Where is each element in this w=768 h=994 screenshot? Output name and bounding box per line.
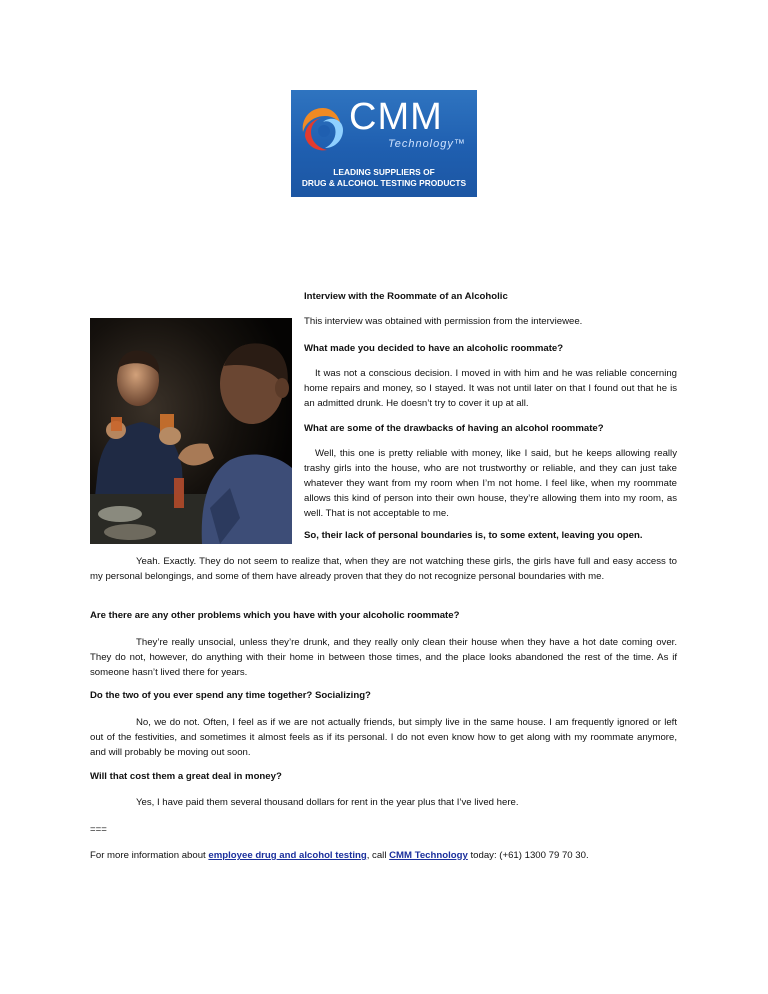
swirl-logo-icon: [297, 102, 349, 154]
answer-3: Yeah. Exactly. They do not seem to realize that, when they are not watching these girls, the girls have full and easy access to my personal belongings, and some of them have already proven that they do not recognize personal boundaries with me.: [90, 556, 677, 582]
answer-4: They’re really unsocial, unless they’re drunk, and they really only clean their house when they have a hot date coming over. They do not, however, do anything with their home in between those times, and the place looks abandoned the rest of the time. As if someone hasn’t lived there for years.: [90, 637, 677, 678]
footer-text-pre: For more information about: [90, 850, 209, 861]
logo-tagline-2: DRUG & ALCOHOL TESTING PRODUCTS: [301, 178, 467, 188]
question-5: Do the two of you ever spend any time together? Socializing?: [90, 690, 371, 701]
answer-6: Yes, I have paid them several thousand dollars for rent in the year plus that I’ve lived here.: [136, 797, 519, 808]
question-1: What made you decided to have an alcoholic roommate?: [304, 343, 564, 354]
link-cmm-technology[interactable]: CMM Technology: [389, 850, 468, 861]
company-logo: [291, 90, 477, 197]
link-employee-drug-testing[interactable]: employee drug and alcohol testing: [208, 850, 367, 861]
separator: ===: [90, 824, 107, 835]
article-title: Interview with the Roommate of an Alcoholic: [304, 291, 508, 302]
question-3: So, their lack of personal boundaries is, to some extent, leaving you open.: [304, 530, 643, 541]
article-photo: [90, 318, 292, 544]
footer-text-mid: , call: [366, 850, 390, 861]
logo-brand: CMM: [349, 96, 443, 138]
question-4: Are there are any other problems which you have with your alcoholic roommate?: [90, 610, 460, 621]
photo-illustration: [90, 318, 292, 544]
question-6: Will that cost them a great deal in money?: [90, 771, 282, 782]
logo-subtitle: Technology™: [388, 138, 466, 150]
logo-tagline-1: LEADING SUPPLIERS OF: [333, 167, 435, 177]
question-2: What are some of the drawbacks of having an alcohol roommate?: [304, 423, 604, 434]
answer-1: It was not a conscious decision. I moved in with him and he was reliable concerning home repairs and money, so I stayed. It was not until later on that I found out that he is an admitted drunk. He doesn’t try to cover it up at all.: [304, 368, 677, 409]
answer-5: No, we do not. Often, I feel as if we are not actually friends, but simply live in the same house. I am frequently ignored or left out of the festivities, and sometimes it almost feels as if its personal. I do not even know how to get along with my roommate anymore, and will probably be moving out soon.: [90, 717, 677, 758]
footer-line: [90, 848, 677, 863]
answer-2: Well, this one is pretty reliable with money, like I said, but he keeps allowing really trashy girls into the house, who are not trustworthy or reliable, and they can just take whatever they want from my room when I’m not home. I feel like, when my roommate allows this kind of person into their own house, they’re allowing them into my room, as well. That is not acceptable to me.: [304, 448, 677, 519]
footer-text-post: today: (+61) 1300 79 70 30.: [467, 850, 589, 861]
article-intro: This interview was obtained with permission from the interviewee.: [304, 316, 583, 327]
